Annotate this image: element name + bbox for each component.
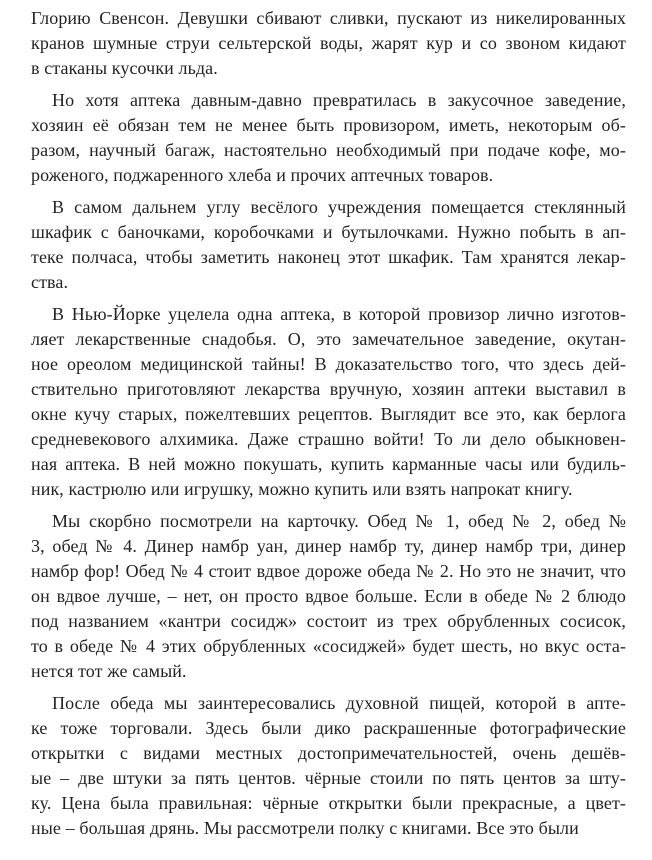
- text-line: он вдвое лучше, – нет, он просто вдвое больше. Если в обеде № 2 блюдо: [31, 586, 626, 606]
- text-line: Глорию Свенсон. Девушки сбивают сливки, пускают из никелированных: [31, 8, 626, 28]
- text-line: то в обеде № 4 этих обрубленных «сосиджей» будет шесть, но вкус оста-: [31, 636, 626, 656]
- text-line: ке тоже торговали. Здесь были дико раскрашенные фотографические: [31, 718, 626, 738]
- text-line: 3, обед № 4. Динер намбр уан, динер намбр ту, динер намбр три, динер: [31, 536, 626, 556]
- paragraph: [31, 302, 626, 502]
- text-line: разом, научный багаж, настоятельно необходимый при подаче кофе, мо-: [31, 140, 626, 160]
- page-text: [31, 6, 626, 841]
- text-line: теке полчаса, чтобы заметить наконец этот шкафик. Там хранятся лекар-: [31, 247, 626, 267]
- text-line: хозяин её обязан тем не менее быть провизором, иметь, некоторым об-: [31, 115, 626, 135]
- text-line: намбр фор! Обед № 4 стоит вдвое дороже обеда № 2. Но это не значит, что: [31, 561, 626, 581]
- text-line: В Нью-Йорке уцелела одна аптека, в которой провизор лично изготов-: [52, 304, 626, 324]
- paragraph: [31, 6, 626, 81]
- paragraph: [31, 195, 626, 295]
- paragraph: [31, 691, 626, 841]
- paragraph: [31, 88, 626, 188]
- text-line: средневекового алхимика. Даже страшно войти! То ли дело обыкновен-: [31, 429, 626, 449]
- text-line: ные – большая дрянь. Мы рассмотрели полку с книгами. Все это были: [31, 818, 579, 838]
- text-line: в стаканы кусочки льда.: [31, 58, 218, 78]
- text-line: шкафик с баночками, коробочками и бутылочками. Нужно побыть в ап-: [31, 222, 626, 242]
- text-line: ное ореолом медицинской тайны! В доказательство того, что здесь дей-: [31, 354, 626, 374]
- text-line: В самом дальнем углу весёлого учреждения помещается стеклянный: [52, 197, 626, 217]
- text-line: ляет лекарственные снадобья. О, это замечательное заведение, окутан-: [31, 329, 626, 349]
- text-line: нется тот же самый.: [31, 661, 187, 681]
- text-line: роженого, поджаренного хлеба и прочих аптечных товаров.: [31, 165, 494, 185]
- text-line: ная аптека. В ней можно покушать, купить карманные часы или будиль-: [31, 454, 626, 474]
- text-line: Мы скорбно посмотрели на карточку. Обед № 1, обед № 2, обед №: [52, 511, 626, 531]
- paragraph: [31, 509, 626, 684]
- text-line: ник, кастрюлю или игрушку, можно купить или взять напрокат книгу.: [31, 479, 573, 499]
- text-line: окне кучу старых, пожелтевших рецептов. Выглядит все это, как берлога: [31, 404, 626, 424]
- text-line: Но хотя аптека давным-давно превратилась в закусочное заведение,: [52, 90, 626, 110]
- text-line: открытки с видами местных достопримечательностей, очень дешёв-: [31, 743, 626, 763]
- text-line: ые – две штуки за пять центов. чёрные стоили по пять центов за шту-: [31, 768, 626, 788]
- text-line: под названием «кантри сосидж» состоит из трех обрубленных сосисок,: [31, 611, 626, 631]
- text-line: После обеда мы заинтересовались духовной пищей, которой в апте-: [52, 693, 626, 713]
- text-line: ства.: [31, 272, 69, 292]
- text-line: ку. Цена была правильная: чёрные открытки были прекрасные, а цвет-: [31, 793, 626, 813]
- text-line: кранов шумные струи сельтерской воды, жарят кур и со звоном кидают: [31, 33, 626, 53]
- text-line: ствительно приготовляют лекарства вручную, хозяин аптеки выставил в: [31, 379, 626, 399]
